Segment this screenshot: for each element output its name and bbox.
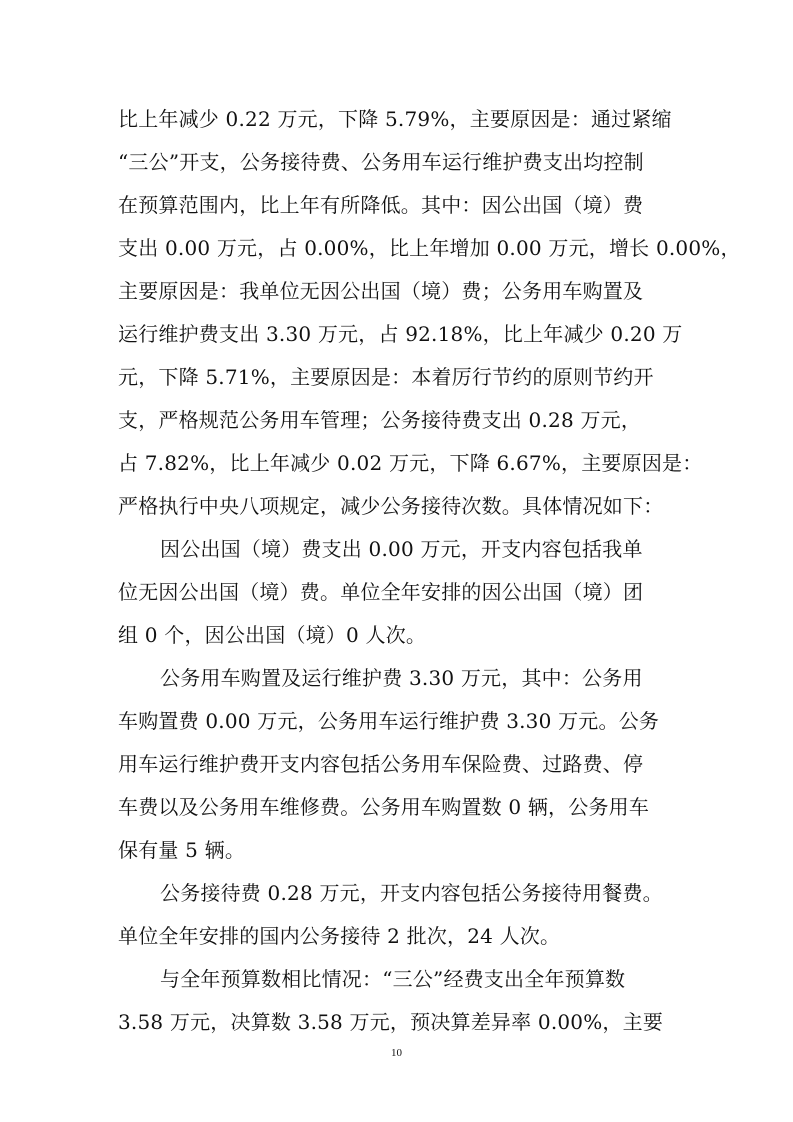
text-line: 组 0 个，因公出国（境）0 人次。 bbox=[118, 623, 427, 647]
paragraph-start-line: 公务用车购置及运行维护费 3.30 万元，其中：公务用 bbox=[160, 666, 643, 690]
text-line: 位无因公出国（境）费。单位全年安排的因公出国（境）团 bbox=[118, 580, 644, 604]
text-line: 3.58 万元，决算数 3.58 万元，预决算差异率 0.00%，主要 bbox=[118, 1010, 664, 1034]
text-line: 车购置费 0.00 万元，公务用车运行维护费 3.30 万元。公务 bbox=[118, 709, 660, 733]
paragraph-start-line: 公务接待费 0.28 万元，开支内容包括公务接待用餐费。 bbox=[160, 881, 663, 905]
text-line: 运行维护费支出 3.30 万元，占 92.18%，比上年减少 0.20 万 bbox=[118, 322, 683, 346]
page-number: 10 bbox=[391, 1047, 402, 1059]
text-line: 保有量 5 辆。 bbox=[118, 838, 246, 862]
text-line: 占 7.82%，比上年减少 0.02 万元，下降 6.67%，主要原因是： bbox=[118, 451, 703, 475]
text-line: 用车运行维护费开支内容包括公务用车保险费、过路费、停 bbox=[118, 752, 644, 776]
text-line: 在预算范围内，比上年有所降低。其中：因公出国（境）费 bbox=[118, 193, 644, 217]
text-line: 单位全年安排的国内公务接待 2 批次，24 人次。 bbox=[118, 924, 561, 948]
text-line: 支出 0.00 万元，占 0.00%，比上年增加 0.00 万元，增长 0.00%， bbox=[118, 236, 741, 260]
text-line: 车费以及公务用车维修费。公务用车购置数 0 辆，公务用车 bbox=[118, 795, 650, 819]
text-line: “三公”开支，公务接待费、公务用车运行维护费支出均控制 bbox=[118, 150, 644, 174]
text-line: 支，严格规范公务用车管理；公务接待费支出 0.28 万元， bbox=[118, 408, 642, 432]
text-line: 元，下降 5.71%，主要原因是：本着厉行节约的原则节约开 bbox=[118, 365, 654, 389]
text-line: 主要原因是：我单位无因公出国（境）费；公务用车购置及 bbox=[118, 279, 644, 303]
paragraph-start-line: 与全年预算数相比情况：“三公”经费支出全年预算数 bbox=[160, 967, 626, 991]
paragraph-start-line: 因公出国（境）费支出 0.00 万元，开支内容包括我单 bbox=[160, 537, 643, 561]
text-line: 比上年减少 0.22 万元，下降 5.79%，主要原因是：通过紧缩 bbox=[118, 107, 672, 131]
text-line: 严格执行中央八项规定，减少公务接待次数。具体情况如下： bbox=[118, 494, 664, 518]
